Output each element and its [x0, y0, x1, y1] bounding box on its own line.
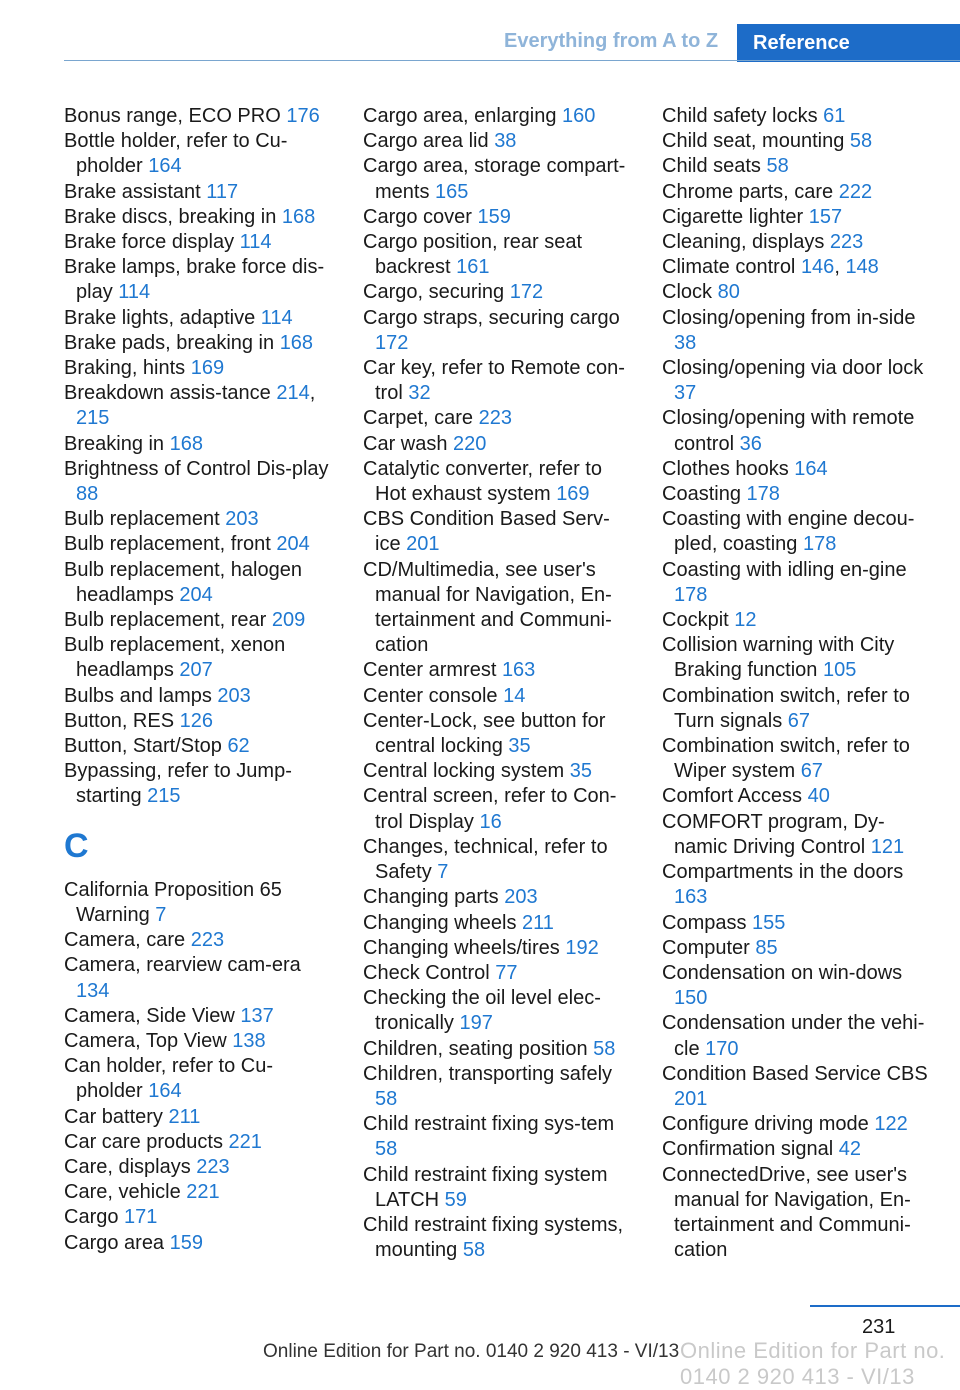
page-reference-link[interactable]: 159 [169, 1231, 203, 1254]
page-reference-link[interactable]: 161 [456, 256, 490, 279]
index-term: Can holder, refer to Cu-pholder [64, 1055, 273, 1103]
page-reference-link[interactable]: 61 [823, 105, 846, 127]
index-entry [662, 1163, 934, 1264]
page-reference-link[interactable]: 114 [118, 281, 151, 304]
index-entry [662, 961, 934, 1011]
index-term: Brake discs, breaking in [64, 205, 282, 228]
header-rule [64, 60, 960, 61]
index-letter-heading: C [64, 826, 89, 865]
index-entry [363, 230, 635, 280]
index-term: Breaking in [64, 432, 170, 455]
index-term: Bulb replacement, xenon headlamps [64, 634, 286, 682]
index-term: Car key, refer to Remote con-trol [363, 357, 625, 405]
page-reference-link[interactable]: 170 [705, 1037, 739, 1060]
index-entry [662, 1062, 934, 1112]
index-term: California Proposition 65 Warning [64, 878, 282, 926]
index-entry [64, 331, 336, 356]
page-reference-link[interactable]: 163 [501, 659, 536, 682]
page-reference-link[interactable]: 203 [504, 886, 538, 909]
index-entry [363, 1112, 635, 1162]
index-entry [363, 104, 635, 129]
index-entry [64, 928, 336, 953]
page-reference-link[interactable]: 168 [279, 331, 314, 354]
page-reference-link[interactable]: 36 [739, 432, 762, 455]
index-term: ConnectedDrive, see user's manual for Navigation, En-tertainment and Communi-cation [662, 1163, 911, 1262]
index-entry [662, 104, 934, 129]
page-reference-link[interactable]: 35 [508, 735, 531, 758]
index-term: Brightness of Control Dis-play [64, 457, 329, 480]
page-reference-link[interactable]: 146 [800, 256, 835, 279]
index-term: Coasting with idling en-gine [662, 558, 907, 581]
page-reference-link[interactable]: 38 [674, 331, 697, 354]
index-entry [363, 432, 635, 457]
page-reference-link[interactable]: 164 [148, 1080, 182, 1103]
index-term: Compartments in the doors [662, 861, 904, 884]
index-term: Changing wheels [363, 911, 522, 934]
index-term: Closing/opening with remote control [662, 407, 915, 455]
index-term: Checking the oil level elec-tronically [363, 987, 601, 1035]
index-entry [662, 230, 934, 255]
index-term: Combination switch, refer to Wiper system [662, 735, 910, 783]
index-term: Central locking system [363, 760, 570, 783]
index-term: Catalytic converter, refer to Hot exhaust system [363, 457, 602, 506]
index-entry [363, 784, 635, 834]
page-reference-link[interactable]: 62 [227, 735, 250, 758]
index-term: Bulb replacement, front [64, 533, 277, 556]
index-entry [363, 306, 635, 356]
index-term: Center-Lock, see button for central locking [363, 709, 606, 758]
page-reference-link[interactable]: 168 [169, 432, 203, 455]
index-term: Child restraint fixing sys-tem [363, 1113, 615, 1136]
index-term: Bypassing, refer to Jump-starting [64, 760, 292, 808]
index-entry [363, 205, 635, 230]
index-entry [64, 381, 336, 431]
index-term: Breakdown assis-tance [64, 382, 277, 405]
page-reference-link[interactable]: 159 [477, 205, 511, 228]
index-term: Bonus range, ECO PRO [64, 105, 287, 127]
page-reference-link[interactable]: 148 [845, 256, 879, 279]
index-term: Cargo cover [363, 205, 478, 228]
index-entry [363, 911, 635, 936]
footer-rule [810, 1305, 960, 1307]
index-entry [363, 558, 635, 659]
index-entry [363, 356, 635, 406]
index-entry [363, 684, 635, 709]
index-entry [363, 1163, 635, 1213]
index-term: Bulbs and lamps [64, 684, 218, 707]
index-entry [64, 633, 336, 683]
index-entry [363, 1213, 635, 1263]
page-reference-link[interactable]: 67 [787, 709, 810, 732]
index-entry [64, 1231, 336, 1256]
page-reference-link[interactable]: 178 [802, 533, 837, 556]
index-term: Cargo straps, securing cargo [363, 306, 620, 329]
page-reference-link[interactable]: 88 [76, 483, 99, 506]
page-reference-link[interactable]: 32 [408, 382, 431, 405]
index-entry [64, 306, 336, 331]
index-entry [363, 709, 635, 759]
index-term: Carpet, care [363, 407, 479, 430]
index-entry [64, 457, 336, 507]
index-term: Changing wheels/tires [363, 936, 566, 959]
index-term: Center armrest [363, 659, 502, 682]
page-reference-link[interactable]: 150 [674, 987, 708, 1010]
index-entry [64, 180, 336, 205]
page-reference-link[interactable]: 176 [286, 105, 320, 127]
page-reference-link[interactable]: 58 [375, 1138, 398, 1161]
index-entry [363, 759, 635, 784]
index-term: Cargo area, enlarging [363, 105, 563, 127]
index-entry [64, 1130, 336, 1155]
index-entry [64, 734, 336, 759]
index-term: CD/Multimedia, see user's manual for Navigation, En-tertainment and Communi-cation [363, 558, 612, 657]
index-term: Closing/opening from in-side [662, 306, 916, 329]
index-entry [64, 532, 336, 557]
reference-tab: Reference [737, 24, 960, 62]
index-term: Combination switch, refer to Turn signals [662, 684, 910, 732]
index-entry [662, 356, 934, 406]
index-term: Condensation on win-dows [662, 961, 903, 984]
index-term: Child safety locks [662, 105, 824, 127]
page-reference-link[interactable]: 192 [565, 936, 599, 959]
index-entry [662, 507, 934, 557]
index-entry [363, 457, 635, 507]
page-reference-link[interactable]: 16 [479, 810, 502, 833]
index-column-1 [64, 104, 336, 1256]
index-entry [64, 1054, 336, 1104]
index-term: Brake assistant [64, 180, 207, 203]
index-entry [662, 911, 934, 936]
index-term: Child restraint fixing systems, mounting [363, 1213, 624, 1262]
page-reference-link[interactable]: 138 [232, 1029, 266, 1052]
index-entry [64, 1105, 336, 1130]
page-reference-link[interactable]: 59 [444, 1188, 467, 1211]
index-entry [64, 1180, 336, 1205]
section-title: Everything from A to Z [504, 30, 719, 52]
index-term: Condensation under the vehi-cle [662, 1012, 925, 1060]
index-entry [662, 1112, 934, 1137]
index-entry [363, 885, 635, 910]
page-reference-link[interactable]: 58 [375, 1087, 398, 1110]
index-entry [662, 457, 934, 482]
page-reference-link[interactable]: 137 [240, 1004, 274, 1027]
index-entry [363, 986, 635, 1036]
page-reference-link[interactable]: 203 [225, 508, 259, 531]
index-term: Center console [363, 684, 504, 707]
index-entry [662, 129, 934, 154]
index-entry [64, 684, 336, 709]
page-reference-link[interactable]: 211 [168, 1105, 201, 1128]
page-reference-link[interactable]: 223 [190, 929, 225, 952]
index-term: Care, vehicle [64, 1181, 187, 1204]
watermark: Online Edition for Part no. 0140 2 920 413 - VI/13 [680, 1338, 946, 1389]
index-entry [662, 482, 934, 507]
page-reference-link[interactable]: 169 [190, 357, 225, 380]
index-term: Children, transporting safely [363, 1062, 613, 1085]
page-separator: , [309, 382, 316, 405]
index-term: Condition Based Service CBS [662, 1062, 928, 1085]
index-entry [662, 255, 934, 280]
index-term: Coasting with engine decou-pled, coasting [662, 508, 915, 556]
index-term: Care, displays [64, 1155, 197, 1178]
index-term: Brake lamps, brake force dis-play [64, 256, 325, 304]
page-reference-link[interactable]: 215 [147, 785, 181, 808]
page-reference-link[interactable]: 114 [260, 306, 293, 329]
index-entry [64, 709, 336, 734]
index-entry [64, 608, 336, 633]
index-term: Child seats [662, 155, 767, 178]
page-reference-link[interactable]: 134 [76, 979, 110, 1002]
index-term: Cargo area [64, 1231, 170, 1254]
index-term: Car care products [64, 1130, 229, 1153]
index-term: Compass [662, 911, 753, 934]
index-term: Cigarette lighter [662, 205, 809, 228]
index-term: Camera, Top View [64, 1029, 233, 1052]
index-entry [662, 734, 934, 784]
page-reference-link[interactable]: 168 [281, 205, 316, 228]
index-term: Chrome parts, care [662, 180, 839, 203]
index-term: CBS Condition Based Serv-ice [363, 508, 610, 556]
index-term: COMFORT program, Dy-namic Driving Control [662, 810, 885, 858]
index-term: Cargo area, storage compart-ments [363, 155, 626, 203]
index-term: Climate control [662, 256, 801, 279]
page-reference-link[interactable]: 201 [674, 1087, 708, 1110]
page-reference-link[interactable]: 77 [495, 961, 518, 984]
index-term: Check Control [363, 961, 496, 984]
index-entry [662, 558, 934, 608]
page-reference-link[interactable]: 58 [849, 130, 873, 153]
index-term: Bulb replacement, rear [64, 609, 272, 632]
page-reference-link[interactable]: 172 [375, 331, 409, 354]
page-reference-link[interactable]: 117 [206, 180, 239, 203]
index-entry [662, 936, 934, 961]
index-term: Car wash [363, 432, 454, 455]
index-term: Children, seating position [363, 1037, 594, 1060]
page-reference-link[interactable]: 105 [822, 659, 857, 682]
index-entry [64, 432, 336, 457]
page-reference-link[interactable]: 178 [674, 583, 708, 606]
index-term: Button, Start/Stop [64, 735, 228, 758]
page-reference-link[interactable]: 197 [459, 1012, 493, 1035]
page-reference-link[interactable]: 209 [271, 609, 306, 632]
page-reference-link[interactable]: 172 [509, 281, 544, 304]
index-term: Child restraint fixing system LATCH [363, 1163, 608, 1211]
page-reference-link[interactable]: 164 [794, 457, 828, 480]
index-term: Camera, care [64, 929, 191, 952]
index-entry [662, 1011, 934, 1061]
index-term: Clothes hooks [662, 457, 795, 480]
page-reference-link[interactable]: 221 [228, 1130, 262, 1153]
index-entry [64, 104, 336, 129]
index-entry [64, 205, 336, 230]
index-entry [662, 180, 934, 205]
index-term: Cargo, securing [363, 281, 510, 304]
index-entry [662, 306, 934, 356]
page-separator: , [834, 256, 846, 279]
index-entry [363, 961, 635, 986]
page-reference-link[interactable]: 58 [766, 155, 789, 178]
page-reference-link[interactable]: 80 [717, 281, 740, 304]
index-entry [363, 658, 635, 683]
index-term: Cockpit [662, 609, 735, 632]
page-reference-link[interactable]: 126 [179, 709, 213, 732]
page-reference-link[interactable]: 204 [276, 533, 310, 556]
page-reference-link[interactable]: 223 [196, 1155, 230, 1178]
page-reference-link[interactable]: 215 [76, 407, 110, 430]
index-term: Cleaning, displays [662, 231, 830, 254]
index-entry [662, 205, 934, 230]
page-reference-link[interactable]: 157 [808, 205, 843, 228]
page-reference-link[interactable]: 222 [838, 180, 873, 203]
page-reference-link[interactable]: 122 [874, 1113, 908, 1136]
page-reference-link[interactable]: 178 [746, 483, 780, 506]
page-reference-link[interactable]: 203 [217, 684, 251, 707]
index-term: Button, RES [64, 709, 180, 732]
index-term: Configure driving mode [662, 1113, 875, 1136]
index-term: Child seat, mounting [662, 130, 850, 153]
index-entry [64, 878, 336, 928]
page-reference-link[interactable]: 169 [556, 483, 590, 506]
index-term: Confirmation signal [662, 1138, 839, 1161]
index-term: Camera, rearview cam-era [64, 954, 301, 977]
page-number: 231 [862, 1316, 896, 1338]
page-reference-link[interactable]: 171 [124, 1206, 158, 1229]
page-reference-link[interactable]: 42 [838, 1138, 861, 1161]
index-term: Bulb replacement, halogen headlamps [64, 558, 302, 606]
index-entry [64, 1205, 336, 1230]
index-entry [662, 406, 934, 456]
index-entry [662, 1137, 934, 1162]
index-term: Car battery [64, 1105, 169, 1128]
index-entry [363, 1062, 635, 1112]
page-reference-link[interactable]: 223 [478, 407, 512, 430]
page-reference-link[interactable]: 164 [148, 155, 182, 178]
page-reference-link[interactable]: 204 [179, 583, 213, 606]
index-term: Cargo position, rear seat backrest [363, 231, 583, 279]
index-entry [662, 784, 934, 809]
index-entry [64, 1029, 336, 1054]
index-entry [64, 1004, 336, 1029]
index-entry [363, 280, 635, 305]
index-entry [64, 255, 336, 305]
index-column-3 [662, 104, 934, 1263]
page-reference-link[interactable]: 14 [503, 684, 526, 707]
index-entry [363, 129, 635, 154]
index-term: Collision warning with City Braking function [662, 634, 895, 682]
page-reference-link[interactable]: 37 [674, 382, 697, 405]
index-term: Central screen, refer to Con-trol Display [363, 785, 617, 833]
index-entry [662, 810, 934, 860]
index-entry [64, 759, 336, 809]
index-term: Brake pads, breaking in [64, 331, 280, 354]
page-reference-link[interactable]: 7 [155, 903, 167, 926]
index-entry [363, 154, 635, 204]
index-entry [363, 936, 635, 961]
page-reference-link[interactable]: 165 [435, 180, 469, 203]
index-term: Brake force display [64, 231, 240, 254]
index-entry [662, 154, 934, 179]
index-entry [64, 953, 336, 1003]
index-entry [662, 280, 934, 305]
index-entry [363, 507, 635, 557]
index-term: Braking, hints [64, 357, 191, 380]
page-reference-link[interactable]: 12 [734, 609, 757, 632]
index-term: Cargo area lid [363, 130, 495, 153]
index-entry [64, 1155, 336, 1180]
page-reference-link[interactable]: 58 [462, 1239, 486, 1262]
page-reference-link[interactable]: 214 [276, 382, 310, 405]
index-term: Coasting [662, 483, 747, 506]
page-reference-link[interactable]: 114 [239, 231, 272, 254]
index-entry [64, 129, 336, 179]
index-entry [64, 230, 336, 255]
page-reference-link[interactable]: 207 [179, 659, 213, 682]
page-reference-link[interactable]: 38 [494, 130, 517, 153]
index-column-2 [363, 104, 635, 1263]
index-entry [662, 684, 934, 734]
index-term: Cargo [64, 1206, 125, 1229]
page-reference-link[interactable]: 163 [674, 886, 708, 909]
page-reference-link[interactable]: 35 [569, 760, 592, 783]
page-reference-link[interactable]: 121 [870, 835, 905, 858]
page-reference-link[interactable]: 223 [829, 231, 864, 254]
page-reference-link[interactable]: 201 [406, 533, 440, 556]
edition-line: Online Edition for Part no. 0140 2 920 413 - VI/13 [263, 1341, 680, 1362]
index-entry [662, 608, 934, 633]
page-reference-link[interactable]: 40 [807, 785, 830, 808]
index-term: Computer [662, 936, 756, 959]
index-term: Camera, Side View [64, 1004, 241, 1027]
index-entry [363, 835, 635, 885]
index-entry [64, 507, 336, 532]
page-reference-link[interactable]: 211 [522, 911, 554, 934]
index-term: Bulb replacement [64, 508, 226, 531]
page-reference-link[interactable]: 160 [562, 105, 596, 127]
index-entry [64, 356, 336, 381]
page-reference-link[interactable]: 7 [437, 861, 449, 884]
page-reference-link[interactable]: 85 [755, 936, 778, 959]
page-reference-link[interactable]: 155 [752, 911, 786, 934]
index-entry [363, 1037, 635, 1062]
index-entry [363, 406, 635, 431]
page-reference-link[interactable]: 220 [453, 432, 487, 455]
index-entry [662, 633, 934, 683]
page-reference-link[interactable]: 67 [800, 760, 823, 783]
page-reference-link[interactable]: 221 [186, 1181, 220, 1204]
page-reference-link[interactable]: 58 [593, 1037, 616, 1060]
index-term: Brake lights, adaptive [64, 306, 261, 329]
index-term: Comfort Access [662, 785, 808, 808]
index-term: Changing parts [363, 886, 505, 909]
index-term: Closing/opening via door lock [662, 357, 924, 380]
index-term: Changes, technical, refer to Safety [363, 835, 608, 884]
index-term: Bottle holder, refer to Cu-pholder [64, 130, 288, 178]
index-entry [662, 860, 934, 910]
index-entry [64, 558, 336, 608]
index-term: Clock [662, 281, 718, 304]
